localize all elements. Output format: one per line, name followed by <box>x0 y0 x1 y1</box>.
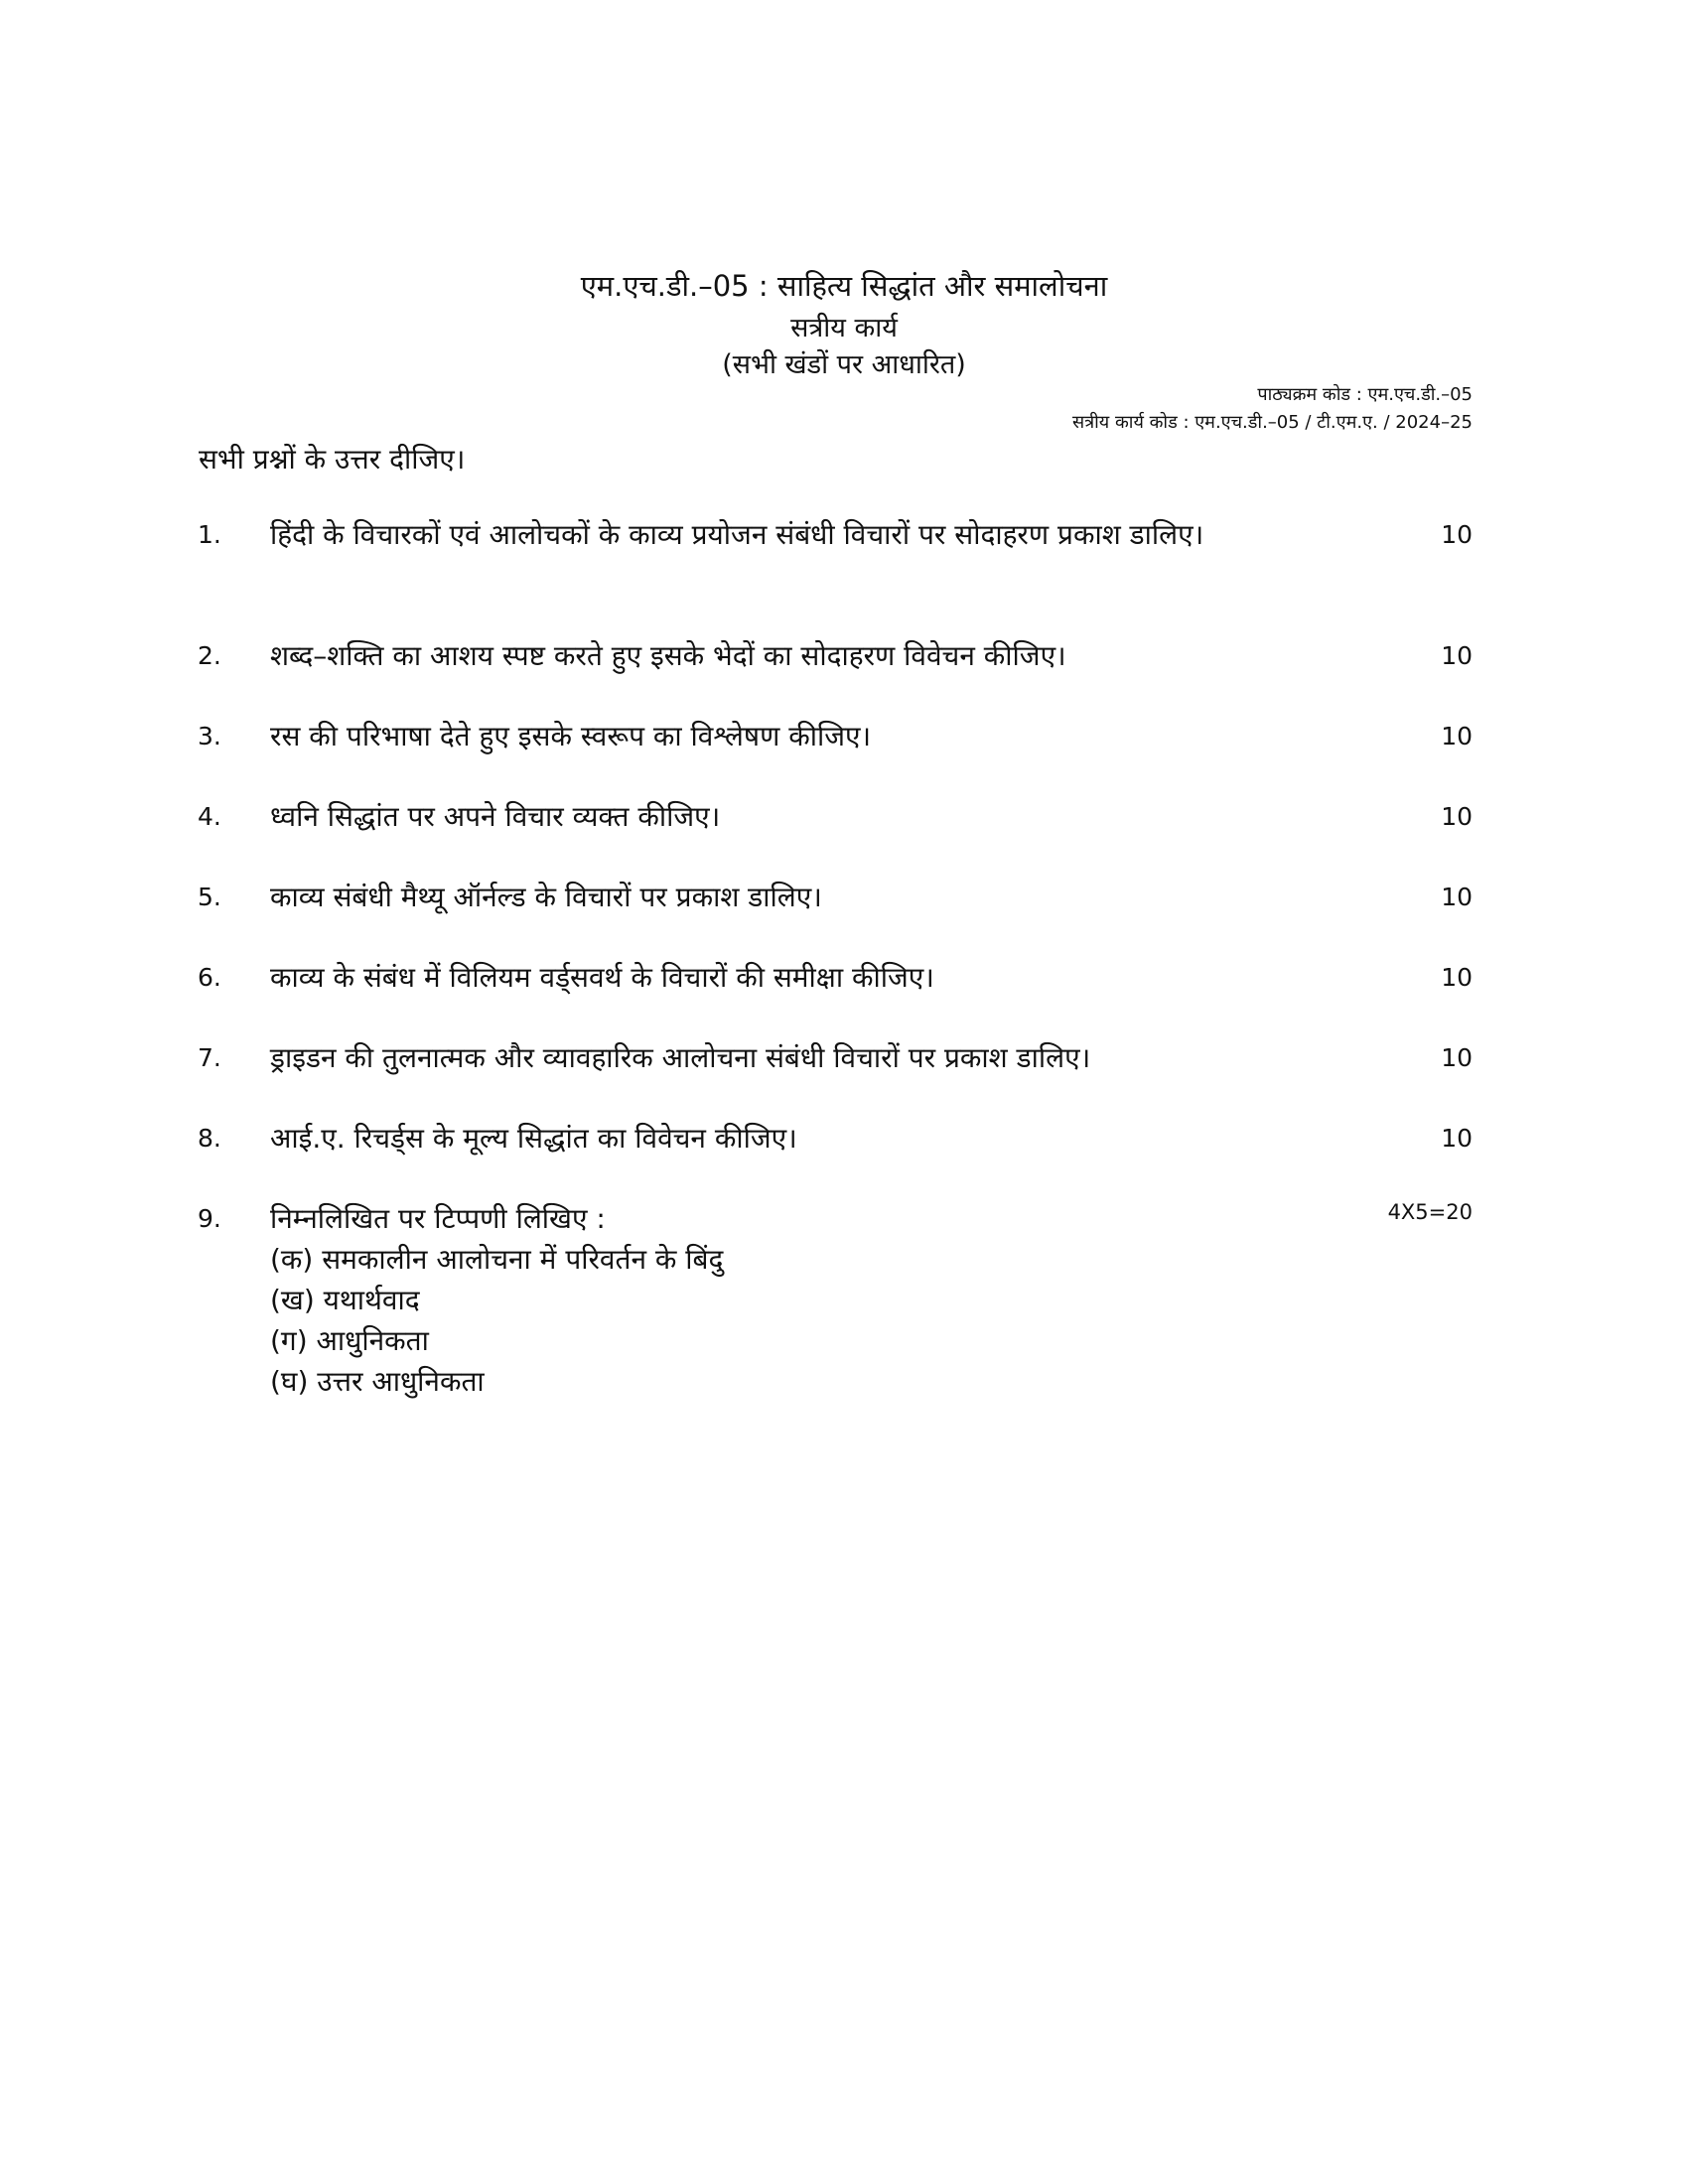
question-number: 2. <box>198 641 221 670</box>
question-marks: 10 <box>1441 1124 1473 1153</box>
question-text: शब्द–शक्ति का आशय स्पष्ट करते हुए इसके भेदों का सोदाहरण विवेचन कीजिए। <box>270 639 1066 672</box>
question-marks: 10 <box>1441 802 1473 831</box>
assignment-code: सत्रीय कार्य कोड : एम.एच.डी.–05 / टी.एम.ए. / 2024–25 <box>1072 412 1473 433</box>
question-number: 6. <box>198 963 221 992</box>
question-number: 1. <box>198 520 221 549</box>
instruction-text: सभी प्रश्नों के उत्तर दीजिए। <box>199 443 466 476</box>
question-text: काव्य संबंधी मैथ्यू ऑर्नल्ड के विचारों पर प्रकाश डालिए। <box>270 881 822 913</box>
question-text: हिंदी के विचारकों एवं आलोचकों के काव्य प्रयोजन संबंधी विचारों पर सोदाहरण प्रकाश डालिए। <box>270 518 1204 551</box>
question-number: 4. <box>198 802 221 831</box>
question-text: काव्य के संबंध में विलियम वर्ड्सवर्थ के विचारों की समीक्षा कीजिए। <box>270 961 934 994</box>
question-prompt: निम्नलिखित पर टिप्पणी लिखिए : <box>270 1202 606 1235</box>
question-marks: 10 <box>1441 520 1473 549</box>
question-text <box>270 1198 1323 1402</box>
question-subitem: (ख) यथार्थवाद <box>270 1284 420 1316</box>
question-subitem: (ग) आधुनिकता <box>270 1324 429 1357</box>
question-text: ड्राइडन की तुलनात्मक और व्यावहारिक आलोचना संबंधी विचारों पर प्रकाश डालिए। <box>270 1041 1091 1074</box>
question-text: आई.ए. रिचर्ड्स के मूल्य सिद्धांत का विवेचन कीजिए। <box>270 1122 797 1155</box>
question-subitem: (घ) उत्तर आधुनिकता <box>270 1365 485 1398</box>
question-number: 3. <box>198 722 221 751</box>
page-title: एम.एच.डी.–05 : साहित्य सिद्धांत और समालोचना <box>580 269 1108 303</box>
page-note: (सभी खंडों पर आधारित) <box>722 349 966 380</box>
question-marks: 10 <box>1441 722 1473 751</box>
question-subitem: (क) समकालीन आलोचना में परिवर्तन के बिंदु <box>270 1243 724 1276</box>
page-subtitle: सत्रीय कार्य <box>790 313 898 343</box>
course-code: पाठ्यक्रम कोड : एम.एच.डी.–05 <box>1257 384 1473 405</box>
question-number: 7. <box>198 1043 221 1072</box>
question-number: 8. <box>198 1124 221 1153</box>
question-text: रस की परिभाषा देते हुए इसके स्वरूप का विश्लेषण कीजिए। <box>270 720 872 752</box>
question-marks: 10 <box>1441 641 1473 670</box>
question-marks: 10 <box>1441 883 1473 911</box>
question-number: 5. <box>198 883 221 911</box>
question-text: ध्वनि सिद्धांत पर अपने विचार व्यक्त कीजिए। <box>270 800 721 833</box>
question-marks: 10 <box>1441 963 1473 992</box>
question-marks: 4X5=20 <box>1387 1200 1473 1224</box>
question-marks: 10 <box>1441 1043 1473 1072</box>
question-number: 9. <box>198 1204 221 1233</box>
